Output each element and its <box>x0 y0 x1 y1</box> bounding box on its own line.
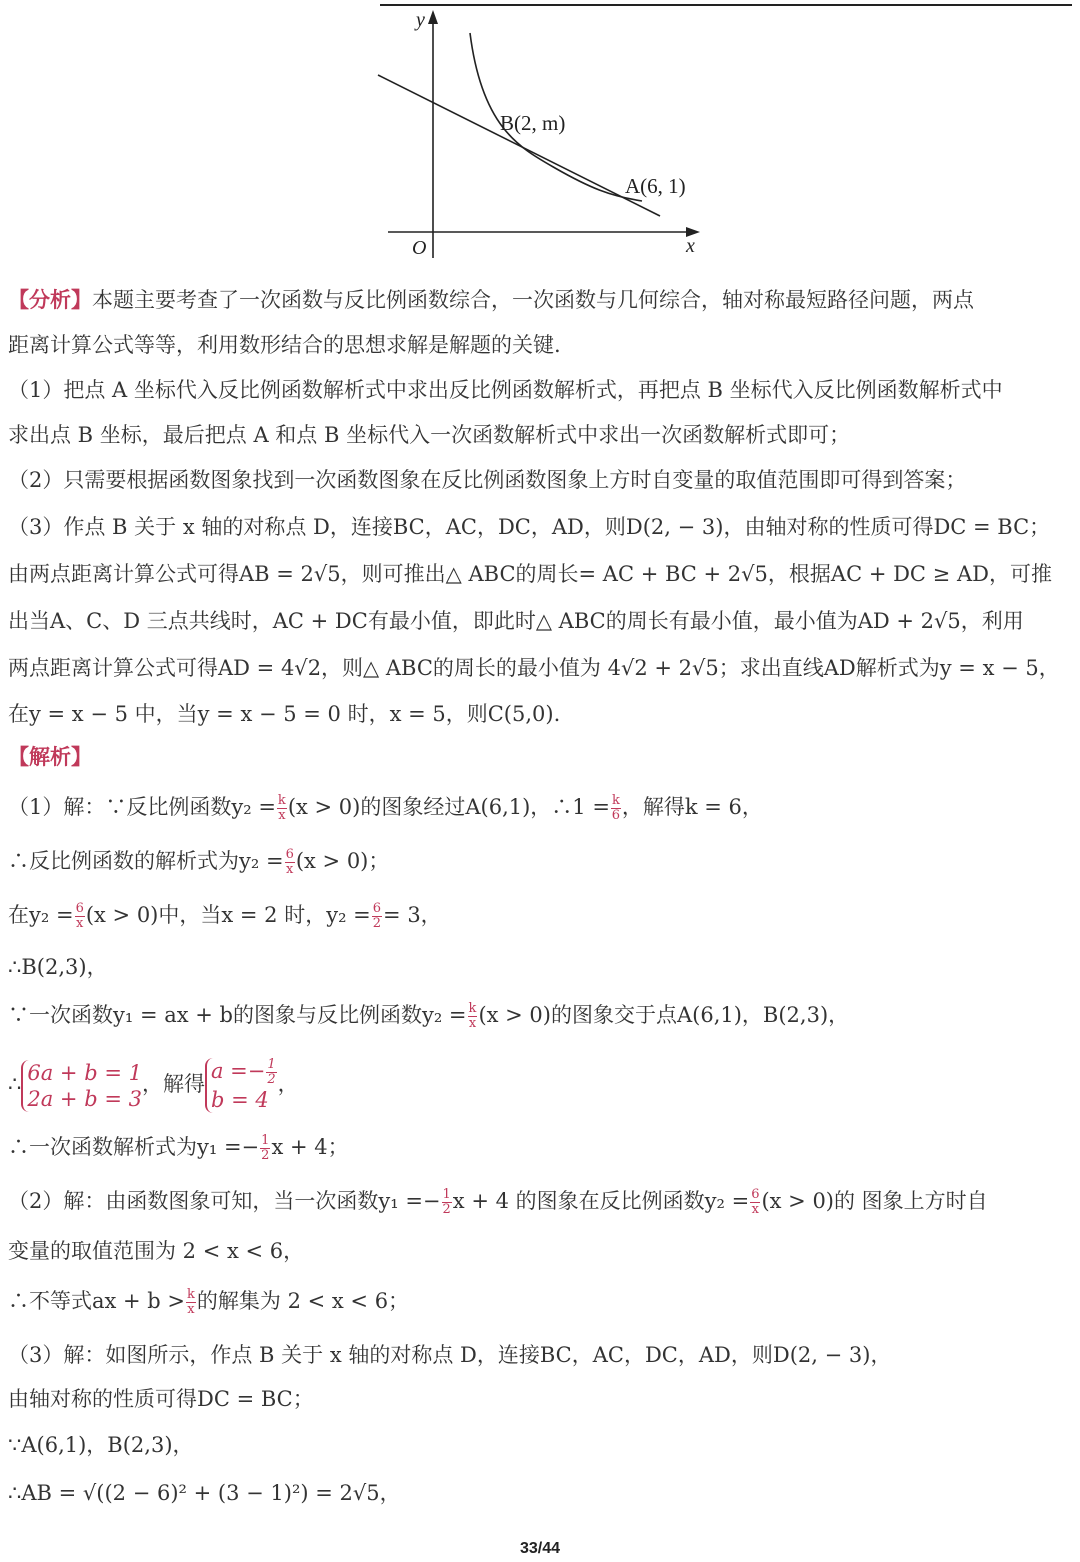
analysis-line-1: 【分析】本题主要考查了一次函数与反比例函数综合，一次函数与几何综合，轴对称最短路径问题，两点 <box>8 287 974 312</box>
solution-line-13: ∵A(6,1)，B(2,3)， <box>8 1433 194 1457</box>
solution-line-14: ∴AB = √((2 − 6)² + (3 − 1)²) = 2√5， <box>8 1481 401 1505</box>
solution-line-5: ∵一次函数y₁ = ax + b的图象与反比例函数y₂ = $\frac{k}{x}$ (x > 0)的图象交于点A(6,1)，B(2,3)， <box>8 1001 850 1031</box>
analysis-line-4: 求出点 B 坐标，最后把点 A 和点 B 坐标代入一次函数解析式中求出一次函数解析式即可； <box>8 423 851 447</box>
analysis-line-2: 距离计算公式等等，利用数形结合的思想求解是解题的关键. <box>8 333 561 357</box>
analysis-line-6: （3）作点 B 关于 x 轴的对称点 D，连接BC，AC，DC，AD，则D(2, − 3)，由轴对称的性质可得DC = BC； <box>8 515 1051 539</box>
solution-line-8: （2）解：由函数图象可知，当一次函数y₁ =− $\frac{1}{2}$ x + 4 的图象在反比例函数y₂ = $\frac{6}{x}$ (x > 0)的 图象上方时自 <box>8 1187 988 1217</box>
analysis-line-7: 由两点距离计算公式可得AB = 2√5，则可推出△ ABC的周长= AC + BC + 2√5，根据AC + DC ≥ AD，可推 <box>8 562 1052 586</box>
point-b-label: B(2, m) <box>500 111 566 135</box>
solution-line-6: ∴ 6a + b = 1 2a + b = 3 ，解得 a =− $\frac{1}{2}$ b = 4 ， <box>8 1057 299 1112</box>
analysis-line-10: 在y = x − 5 中，当y = x − 5 = 0 时，x = 5，则C(5,0). <box>8 702 561 726</box>
equation-solution: a =− $\frac{1}{2}$ b = 4 <box>205 1058 278 1113</box>
solution-line-1: （1）解：∵反比例函数y₂ = $\frac{k}{x}$ (x > 0)的图象经过A(6,1)，∴1 = $\frac{k}{6}$ ，解得k = 6， <box>8 793 763 823</box>
analysis-line-5: （2）只需要根据函数图象找到一次函数图象在反比例函数图象上方时自变量的取值范围即可得到答案； <box>8 468 967 492</box>
solution-line-7: ∴一次函数解析式为y₁ =− $\frac{1}{2}$ x + 4； <box>8 1133 349 1163</box>
solution-line-11: （3）解：如图所示，作点 B 关于 x 轴的对称点 D，连接BC，AC，DC，AD，则D(2, − 3)， <box>8 1343 892 1367</box>
analysis-tag: 【分析】 <box>8 287 92 312</box>
y-axis-arrow <box>428 10 438 24</box>
equation-system: 6a + b = 1 2a + b = 3 <box>21 1060 142 1112</box>
y-axis-label: y <box>416 9 425 31</box>
point-a-label: A(6, 1) <box>625 174 686 198</box>
analysis-line-8: 出当A、C、D 三点共线时，AC + DC有最小值，即此时△ ABC的周长有最小值，最小值为AD + 2√5，利用 <box>8 609 1024 633</box>
x-axis-label: x <box>686 235 695 257</box>
analysis-line-3: （1）把点 A 坐标代入反比例函数解析式中求出反比例函数解析式，再把点 B 坐标代入反比例函数解析式中 <box>8 378 1003 402</box>
solution-line-12: 由轴对称的性质可得DC = BC； <box>8 1387 314 1411</box>
function-graph <box>360 8 740 270</box>
solution-line-3: 在y₂ = $\frac{6}{x}$ (x > 0)中，当x = 2 时，y₂ = $\frac{6}{2}$ = 3， <box>8 901 442 931</box>
solution-tag: 【解析】 <box>8 744 92 769</box>
analysis-line-9: 两点距离计算公式可得AD = 4√2，则△ ABC的周长的最小值为 4√2 + 2√5；求出直线AD解析式为y = x − 5， <box>8 656 1060 680</box>
solution-line-9: 变量的取值范围为 2 < x < 6， <box>8 1239 305 1263</box>
page-number: 33/44 <box>519 1540 561 1557</box>
origin-label: O <box>412 237 427 259</box>
solution-line-10: ∴不等式ax + b > $\frac{k}{x}$ 的解集为 2 < x < 6； <box>8 1287 410 1317</box>
top-rule <box>380 4 1072 6</box>
linear-function-line <box>378 75 660 216</box>
solution-tag-line <box>8 742 92 772</box>
solution-line-2: ∴反比例函数的解析式为y₂ = $\frac{6}{x}$ (x > 0)； <box>8 847 390 877</box>
solution-line-4: ∴B(2,3)， <box>8 955 108 979</box>
